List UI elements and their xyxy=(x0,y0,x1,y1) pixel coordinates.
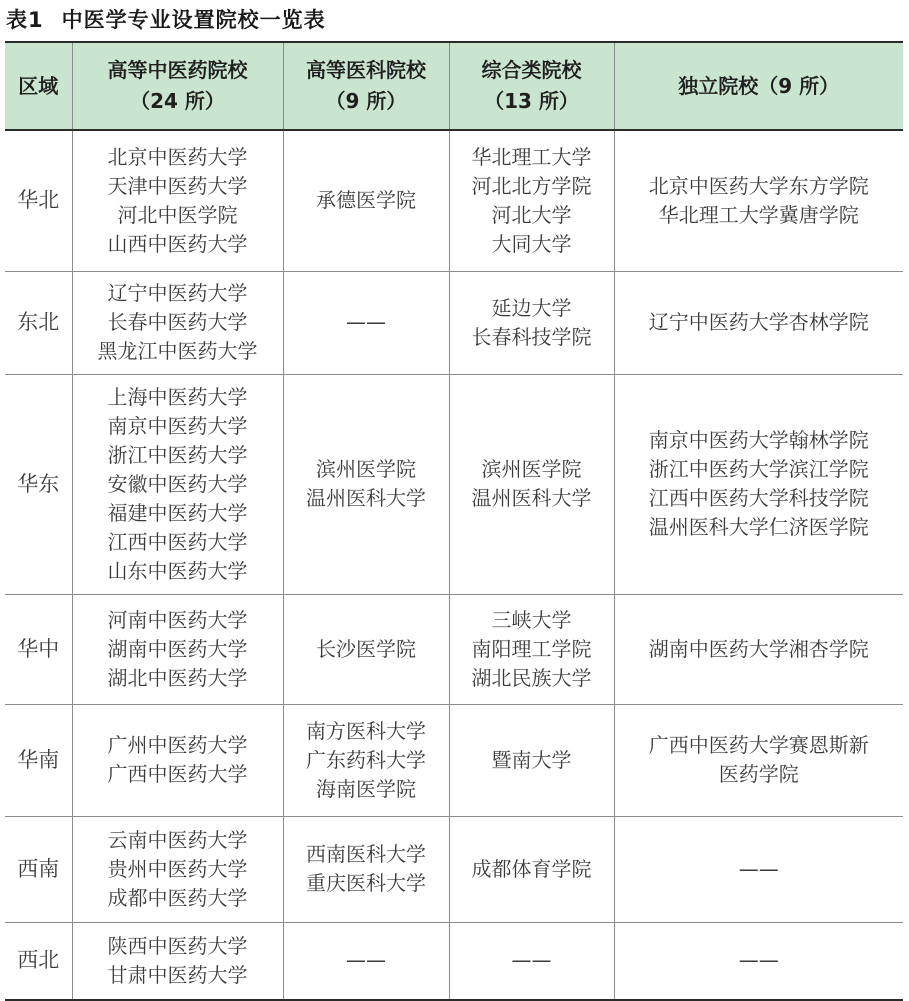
school-name: 云南中医药大学 xyxy=(107,827,248,852)
cell-medical-colleges xyxy=(283,704,449,816)
cell-comprehensive-colleges xyxy=(449,922,614,1000)
table-row xyxy=(5,816,903,922)
table-row xyxy=(5,374,903,594)
cell-region: 华北 xyxy=(5,130,72,271)
school-name: 海南医学院 xyxy=(316,776,416,801)
school-name: 山西中医药大学 xyxy=(107,231,248,256)
header-medical-colleges xyxy=(283,42,449,130)
table-number: 表1 xyxy=(6,8,44,32)
header-line: （24 所） xyxy=(130,89,225,113)
school-name: 甘肃中医药大学 xyxy=(107,962,248,987)
table-row xyxy=(5,271,903,374)
school-name: 温州医科大学仁济医学院 xyxy=(648,515,869,539)
school-name: 大同大学 xyxy=(491,231,572,256)
school-name: —— xyxy=(346,310,386,334)
header-tcm-colleges xyxy=(72,42,283,130)
school-name: 湖北民族大学 xyxy=(471,665,592,690)
school-name: 上海中医药大学 xyxy=(107,384,248,409)
table-body xyxy=(5,130,903,1000)
table-caption xyxy=(6,4,326,34)
cell-region: 东北 xyxy=(5,271,72,374)
school-name: 河北中医学院 xyxy=(117,202,238,227)
cell-independent-colleges xyxy=(614,130,903,271)
school-name: 广西中医药大学 xyxy=(107,762,248,786)
school-name: 长春科技学院 xyxy=(471,324,592,349)
school-name: 河南中医药大学 xyxy=(107,607,248,632)
school-name: —— xyxy=(346,948,386,973)
school-name: 滨州医学院 xyxy=(316,457,416,481)
cell-comprehensive-colleges xyxy=(449,816,614,922)
school-name: 天津中医药大学 xyxy=(107,173,248,198)
school-name: 长春中医药大学 xyxy=(107,310,248,334)
header-comprehensive-colleges xyxy=(449,42,614,130)
cell-comprehensive-colleges xyxy=(449,271,614,374)
school-name: 江西中医药大学 xyxy=(107,529,248,554)
header-independent-colleges xyxy=(614,42,903,130)
header-region xyxy=(5,42,72,130)
table-row xyxy=(5,922,903,1000)
school-name: 安徽中医药大学 xyxy=(107,471,248,496)
school-name: 湖南中医药大学湘杏学院 xyxy=(648,636,869,661)
school-name: 黑龙江中医药大学 xyxy=(97,339,258,363)
cell-region: 华中 xyxy=(5,594,72,704)
cell-medical-colleges xyxy=(283,271,449,374)
school-name: 三峡大学 xyxy=(491,607,572,632)
school-name: 华北理工大学 xyxy=(471,144,592,169)
school-name: 浙江中医药大学滨江学院 xyxy=(648,457,869,481)
table-row xyxy=(5,704,903,816)
cell-independent-colleges xyxy=(614,271,903,374)
schools-table xyxy=(5,41,903,1001)
header-row xyxy=(5,42,903,130)
school-name: 河北大学 xyxy=(491,202,572,227)
cell-medical-colleges xyxy=(283,922,449,1000)
school-name: 滨州医学院 xyxy=(481,457,582,481)
school-name: 广东药科大学 xyxy=(306,747,426,772)
school-name: —— xyxy=(511,948,552,973)
cell-tcm-colleges xyxy=(72,922,283,1000)
school-name: 河北北方学院 xyxy=(471,173,592,198)
school-name: 温州医科大学 xyxy=(471,486,592,510)
school-name: 重庆医科大学 xyxy=(306,871,426,895)
header-line: 独立院校（9 所） xyxy=(678,73,840,98)
school-name: 福建中医药大学 xyxy=(107,500,248,525)
cell-independent-colleges xyxy=(614,594,903,704)
cell-region: 西南 xyxy=(5,816,72,922)
cell-tcm-colleges xyxy=(72,704,283,816)
header-line: 区域 xyxy=(18,73,59,98)
cell-medical-colleges xyxy=(283,816,449,922)
school-name: 医药学院 xyxy=(718,762,799,786)
cell-independent-colleges xyxy=(614,922,903,1000)
cell-independent-colleges xyxy=(614,374,903,594)
school-name: 南京中医药大学翰林学院 xyxy=(648,428,869,452)
school-name: 长沙医学院 xyxy=(316,636,416,661)
school-name: 辽宁中医药大学 xyxy=(107,281,248,305)
school-name: 辽宁中医药大学杏林学院 xyxy=(648,310,869,334)
school-name: 湖南中医药大学 xyxy=(107,636,248,661)
school-name: 延边大学 xyxy=(491,295,572,320)
school-name: 南方医科大学 xyxy=(306,718,426,743)
cell-comprehensive-colleges xyxy=(449,374,614,594)
school-name: 承德医学院 xyxy=(316,188,416,213)
cell-medical-colleges xyxy=(283,374,449,594)
school-name: 西南医科大学 xyxy=(306,842,426,866)
school-name: 南阳理工学院 xyxy=(471,636,592,661)
cell-medical-colleges xyxy=(283,594,449,704)
school-name: 山东中医药大学 xyxy=(107,558,248,583)
cell-comprehensive-colleges xyxy=(449,704,614,816)
cell-region: 西北 xyxy=(5,922,72,1000)
school-name: 广州中医药大学 xyxy=(107,733,248,757)
cell-tcm-colleges xyxy=(72,816,283,922)
cell-region: 华东 xyxy=(5,374,72,594)
cell-tcm-colleges xyxy=(72,271,283,374)
school-name: 成都中医药大学 xyxy=(107,885,248,910)
cell-medical-colleges xyxy=(283,130,449,271)
school-name: 湖北中医药大学 xyxy=(107,665,248,690)
table-row xyxy=(5,594,903,704)
header-line: 高等中医药院校 xyxy=(107,58,248,82)
header-line: （9 所） xyxy=(325,89,407,113)
header-line: （13 所） xyxy=(484,89,579,113)
header-line: 高等医科院校 xyxy=(306,58,426,82)
school-name: —— xyxy=(738,856,779,881)
school-name: 温州医科大学 xyxy=(306,486,426,510)
cell-comprehensive-colleges xyxy=(449,594,614,704)
cell-independent-colleges xyxy=(614,816,903,922)
cell-comprehensive-colleges xyxy=(449,130,614,271)
school-name: 成都体育学院 xyxy=(471,856,592,881)
school-name: 北京中医药大学 xyxy=(107,144,248,169)
header-line: 综合类院校 xyxy=(481,58,582,82)
school-name: 南京中医药大学 xyxy=(107,413,248,438)
school-name: —— xyxy=(738,948,779,973)
school-name: 陕西中医药大学 xyxy=(107,933,248,958)
cell-independent-colleges xyxy=(614,704,903,816)
school-name: 暨南大学 xyxy=(491,747,572,772)
school-name: 广西中医药大学赛恩斯新 xyxy=(648,733,869,757)
cell-tcm-colleges xyxy=(72,594,283,704)
school-name: 北京中医药大学东方学院 xyxy=(648,173,869,198)
school-name: 华北理工大学冀唐学院 xyxy=(658,202,859,227)
cell-tcm-colleges xyxy=(72,130,283,271)
school-name: 江西中医药大学科技学院 xyxy=(648,486,869,510)
school-name: 贵州中医药大学 xyxy=(107,856,248,881)
cell-region: 华南 xyxy=(5,704,72,816)
cell-tcm-colleges xyxy=(72,374,283,594)
table-title: 中医学专业设置院校一览表 xyxy=(61,8,326,32)
table-row xyxy=(5,130,903,271)
school-name: 浙江中医药大学 xyxy=(107,442,248,467)
